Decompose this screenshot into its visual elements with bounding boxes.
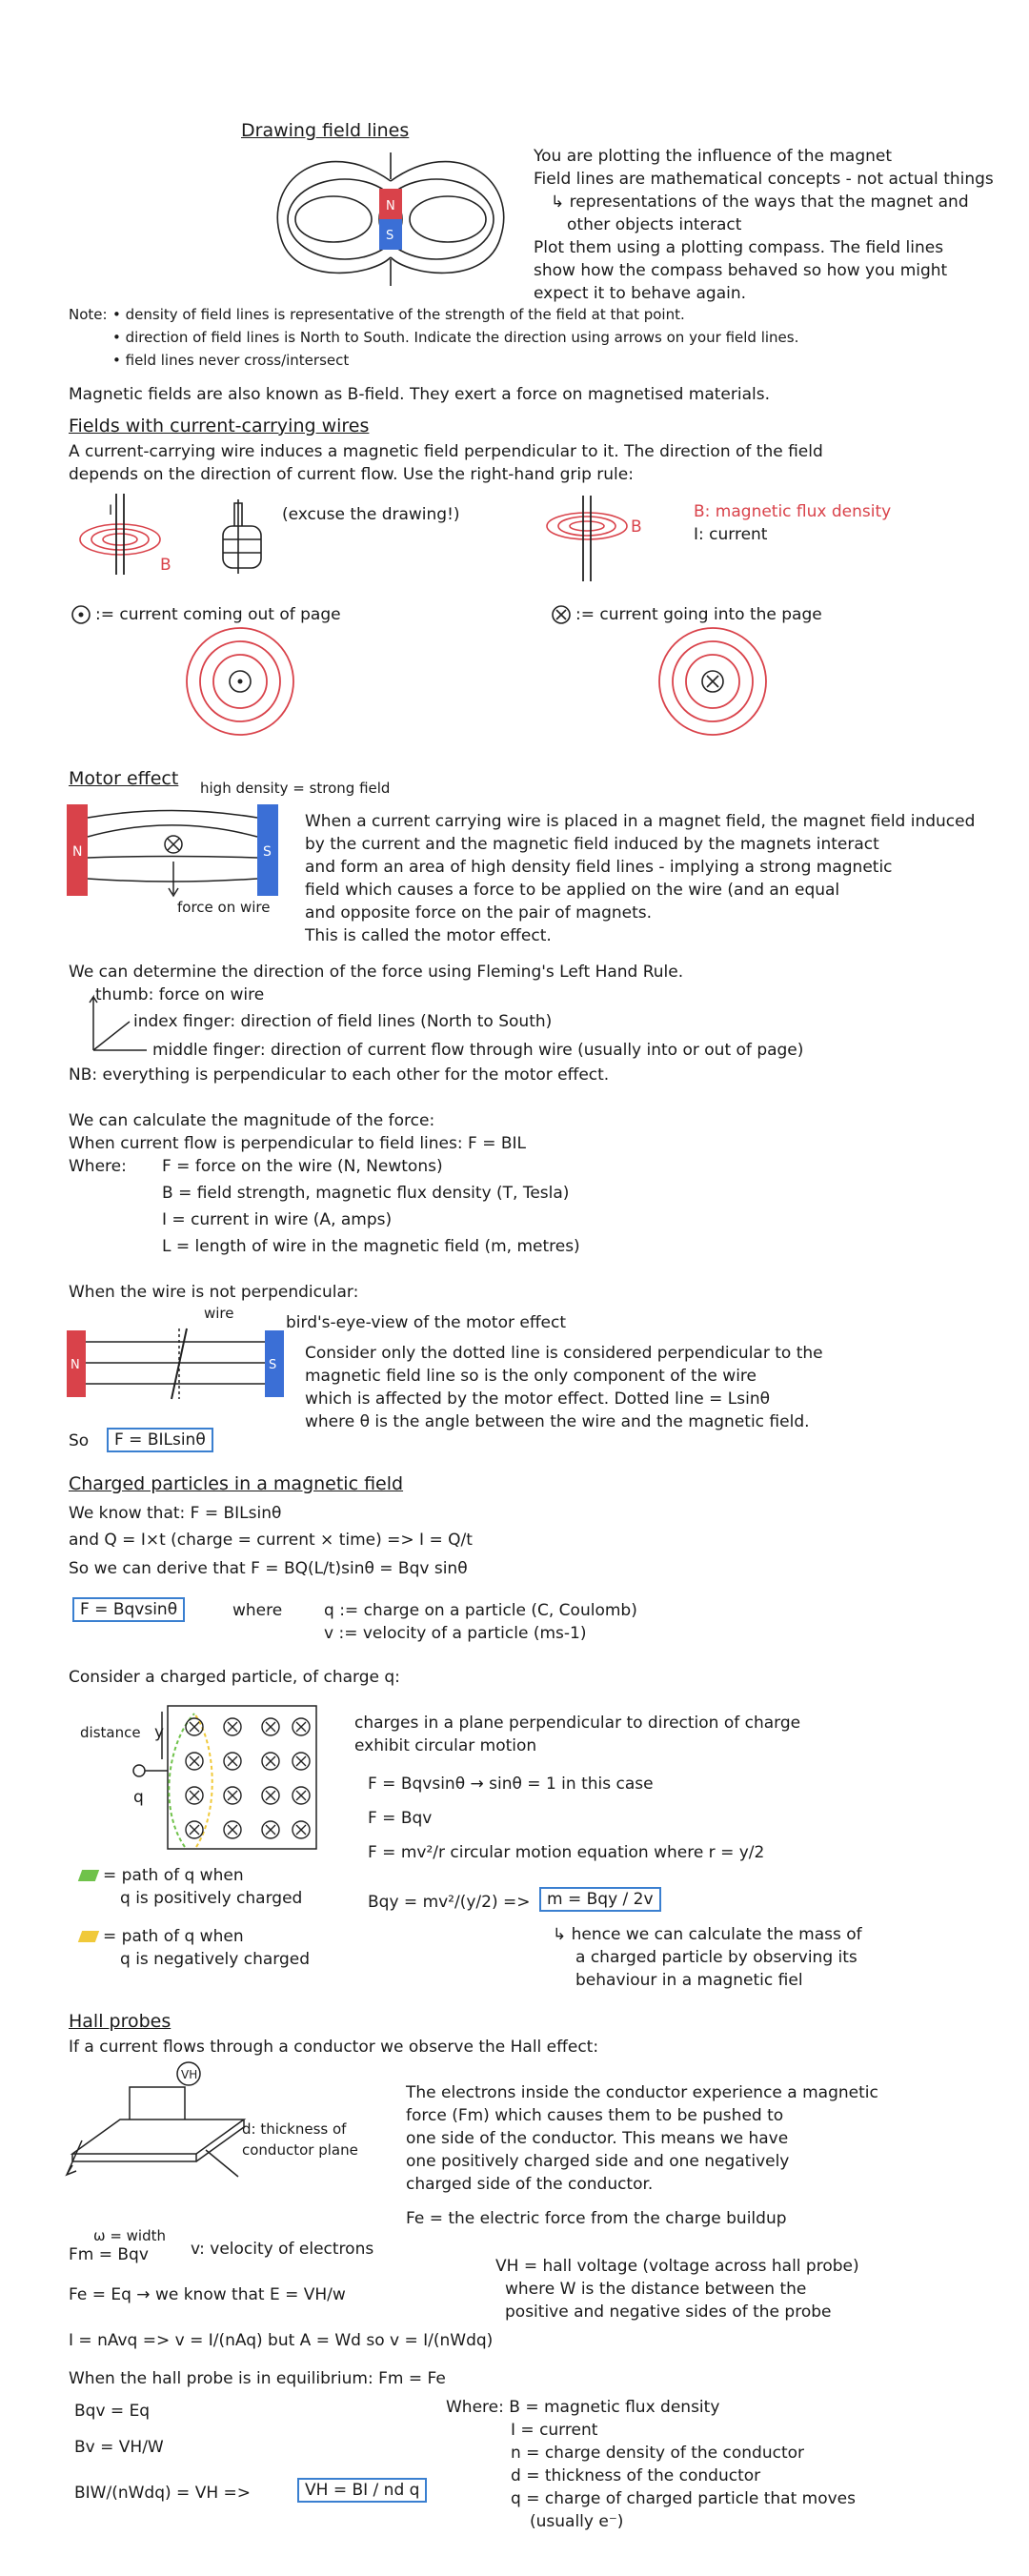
where-def-b: Where: B = magnetic flux density (446, 2398, 720, 2417)
vh-label: VH (181, 2068, 198, 2081)
current-in-field-icon (656, 624, 770, 739)
drawing-line-3: ↳ representations of the ways that the magnet and (551, 193, 969, 212)
drawing-line-5: Plot them using a plotting compass. The field lines (534, 238, 944, 257)
formula-mass: m = Bqy / 2v (539, 1887, 661, 1912)
hence-3: behaviour in a magnetic fiel (575, 1971, 803, 1990)
section-title-drawing: Drawing field lines (241, 120, 410, 141)
hall-intro: If a current flows through a conductor we observe the Hall effect: (69, 2038, 599, 2057)
charged-eq1: F = Bqvsinθ → sinθ = 1 in this case (368, 1775, 654, 1794)
where-def-i: I = current (511, 2421, 598, 2440)
where-def-usually: (usually e⁻) (530, 2512, 624, 2531)
so-label: So (69, 1431, 90, 1450)
formula-bqvsin: F = Bqvsinθ (72, 1597, 185, 1622)
wire-label: wire (204, 1305, 234, 1322)
i-eq: I = nAvq => v = I/(nAq) but A = Wd so v = I/(nWdq) (69, 2331, 494, 2350)
equilibrium: When the hall probe is in equilibrium: Fm = Fe (69, 2369, 446, 2388)
yellow-legend-2: q is negatively charged (120, 1950, 310, 1969)
motor-desc-4: field which causes a force to be applied on the wire (and an equal (305, 881, 840, 900)
formula-vh: VH = BI / nd q (297, 2478, 427, 2503)
notperp-intro: When the wire is not perpendicular: (69, 1283, 359, 1302)
current-out-label: := current coming out of page (95, 605, 341, 624)
hence-1: ↳ hence we can calculate the mass of (553, 1925, 862, 1944)
fig-i-label: I (109, 503, 113, 518)
motor-effect-diagram (67, 799, 295, 903)
right-hand-grip-icon (210, 497, 276, 576)
hall-desc-3: one side of the conductor. This means we have (406, 2129, 789, 2148)
notperp-desc-4: where θ is the angle between the wire and the magnetic field. (305, 1412, 810, 1431)
fleming-nb: NB: everything is perpendicular to each other for the motor effect. (69, 1065, 610, 1085)
magnet-s-label: S (386, 229, 394, 243)
drawing-line-7: expect it to behave again. (534, 284, 747, 303)
charged-eq3: F = mv²/r circular motion equation where r = y/2 (368, 1843, 765, 1862)
plane-line-2: exhibit circular motion (354, 1736, 537, 1755)
notperp-desc-2: magnetic field line so is the only component of the wire (305, 1367, 757, 1386)
magnet-n-label: N (386, 199, 395, 213)
wire-field-diagram-right (539, 496, 654, 583)
notperp-desc-1: Consider only the dotted line is considered perpendicular to the (305, 1344, 823, 1363)
w-def-2: positive and negative sides of the probe (505, 2302, 832, 2322)
formula-bilsin: F = BILsinθ (107, 1428, 213, 1452)
fe-def: Fe = the electric force from the charge buildup (406, 2209, 787, 2228)
note-item-2: • direction of field lines is North to South. Indicate the direction using arrows on your field lines. (112, 329, 799, 346)
hall-e3: BIW/(nWdq) = VH => (74, 2484, 251, 2503)
notperp-desc-3: which is affected by the motor effect. Dotted line = Lsinθ (305, 1389, 771, 1409)
vh-def: VH = hall voltage (voltage across hall probe) (495, 2257, 859, 2276)
w-width: ω = width (93, 2227, 167, 2244)
where-def-n: n = charge density of the conductor (511, 2444, 805, 2463)
fleming-arrows (80, 993, 156, 1054)
fe-eq: Fe = Eq → we know that E = VH/w (69, 2285, 346, 2304)
note-item-3: • field lines never cross/intersect (112, 352, 350, 369)
distance-label: distance (80, 1724, 141, 1741)
current-out-field-icon (183, 624, 297, 739)
magnetic-field-grid (130, 1704, 320, 1856)
motor-n-label: N (72, 844, 83, 860)
drawing-line-4: other objects interact (567, 215, 742, 234)
drawing-line-6: show how the compass behaved so how you might (534, 261, 948, 280)
y-label: y (154, 1723, 165, 1742)
b-label: B: magnetic flux density (694, 502, 892, 521)
force-on-wire-label: force on wire (177, 899, 271, 916)
charged-derive: So we can derive that F = BQ(L/t)sinθ = Bqv sinθ (69, 1559, 468, 1578)
section-title-motor: Motor effect (69, 768, 179, 789)
section-title-charged: Charged particles in a magnetic field (69, 1473, 404, 1494)
yellow-legend-1: = path of q when (103, 1927, 244, 1946)
hall-desc-4: one positively charged side and one negatively (406, 2152, 790, 2171)
fm-eq: Fm = Bqv (69, 2245, 149, 2264)
fig-b-label-right: B (631, 517, 642, 537)
fleming-thumb: thumb: force on wire (95, 985, 265, 1004)
dot-symbol-icon (71, 604, 91, 625)
drawing-line-2: Field lines are mathematical concepts - not actual things (534, 170, 994, 189)
excuse-note: (excuse the drawing!) (282, 505, 460, 524)
notperp-n-label: N (71, 1358, 80, 1372)
birds-eye-label: bird's-eye-view of the motor effect (286, 1313, 567, 1332)
section-title-wires: Fields with current-carrying wires (69, 416, 370, 436)
hall-desc-1: The electrons inside the conductor experience a magnetic (406, 2083, 878, 2102)
charged-q-def: q := charge on a particle (C, Coulomb) (324, 1601, 637, 1620)
hall-desc-5: charged side of the conductor. (406, 2175, 654, 2194)
charged-eq4: Bqy = mv²/(y/2) => (368, 1893, 531, 1912)
d-thickness-2: conductor plane (242, 2141, 358, 2159)
motor-desc-1: When a current carrying wire is placed in a magnet field, the magnet field induced (305, 812, 976, 831)
hall-probe-diagram (63, 2059, 253, 2182)
angled-wire-diagram (67, 1327, 286, 1403)
magnitude-intro: We can calculate the magnitude of the force: (69, 1111, 435, 1130)
charged-and: and Q = I×t (charge = current × time) => I = Q/t (69, 1531, 473, 1550)
drawing-line-1: You are plotting the influence of the magnet (534, 147, 893, 166)
charged-we-know: We know that: F = BILsinθ (69, 1504, 282, 1523)
fleming-index: index finger: direction of field lines (North to South) (133, 1012, 553, 1031)
hall-desc-2: force (Fm) which causes them to be pushed to (406, 2106, 784, 2125)
yellow-swatch-icon (78, 1931, 99, 1942)
green-legend-1: = path of q when (103, 1866, 244, 1885)
magnitude-when: When current flow is perpendicular to field lines: F = BIL (69, 1134, 526, 1153)
bfield-line: Magnetic fields are also known as B-field. They exert a force on magnetised materials. (69, 385, 770, 404)
wires-line-2: depends on the direction of current flow. Use the right-hand grip rule: (69, 465, 634, 484)
bar-magnet-field-diagram (267, 143, 514, 295)
motor-desc-5: and opposite force on the pair of magnets. (305, 903, 653, 923)
v-velocity: v: velocity of electrons (191, 2240, 374, 2259)
motor-s-label: S (263, 844, 272, 860)
hence-2: a charged particle by observing its (575, 1948, 858, 1967)
d-thickness-1: d: thickness of (242, 2120, 347, 2138)
magnitude-def-l: L = length of wire in the magnetic field (m, metres) (162, 1237, 580, 1256)
i-label: I: current (694, 525, 768, 544)
q-label: q (133, 1788, 144, 1807)
current-in-label: := current going into the page (575, 605, 822, 624)
wires-line-1: A current-carrying wire induces a magnetic field perpendicular to it. The direction of the field (69, 442, 823, 461)
magnitude-def-b: B = field strength, magnetic flux density (T, Tesla) (162, 1184, 570, 1203)
charged-where: where (232, 1601, 283, 1620)
plane-line-1: charges in a plane perpendicular to direction of charge (354, 1714, 801, 1733)
magnitude-where: Where: (69, 1157, 127, 1176)
motor-desc-3: and form an area of high density field lines - implying a strong magnetic (305, 858, 893, 877)
notperp-s-label: S (269, 1358, 277, 1372)
charged-v-def: v := velocity of a particle (ms-1) (324, 1624, 587, 1643)
motor-desc-6: This is called the motor effect. (305, 926, 552, 945)
wire-field-diagram-left (74, 494, 179, 579)
where-def-q: q = charge of charged particle that moves (511, 2489, 856, 2508)
fleming-middle: middle finger: direction of current flow through wire (usually into or out of page) (152, 1041, 804, 1060)
green-swatch-icon (78, 1870, 99, 1881)
cross-symbol-icon (551, 604, 572, 625)
green-legend-2: q is positively charged (120, 1889, 303, 1908)
w-def-1: where W is the distance between the (505, 2280, 807, 2299)
section-title-hall: Hall probes (69, 2011, 172, 2032)
where-def-d: d = thickness of the conductor (511, 2466, 761, 2485)
magnitude-def-i: I = current in wire (A, amps) (162, 1210, 393, 1229)
high-density-label: high density = strong field (200, 780, 391, 797)
hall-e2: Bv = VH/W (74, 2438, 164, 2457)
hall-e1: Bqv = Eq (74, 2402, 151, 2421)
motor-desc-2: by the current and the magnetic field induced by the magnets interact (305, 835, 879, 854)
fleming-intro: We can determine the direction of the force using Fleming's Left Hand Rule. (69, 963, 684, 982)
magnitude-def-f: F = force on the wire (N, Newtons) (162, 1157, 443, 1176)
fig-b-label: B (160, 556, 172, 575)
charged-eq2: F = Bqv (368, 1809, 433, 1828)
charged-consider: Consider a charged particle, of charge q: (69, 1668, 400, 1687)
note-label: Note: (69, 306, 108, 323)
note-item-1: • density of field lines is representative of the strength of the field at that point. (112, 306, 685, 323)
